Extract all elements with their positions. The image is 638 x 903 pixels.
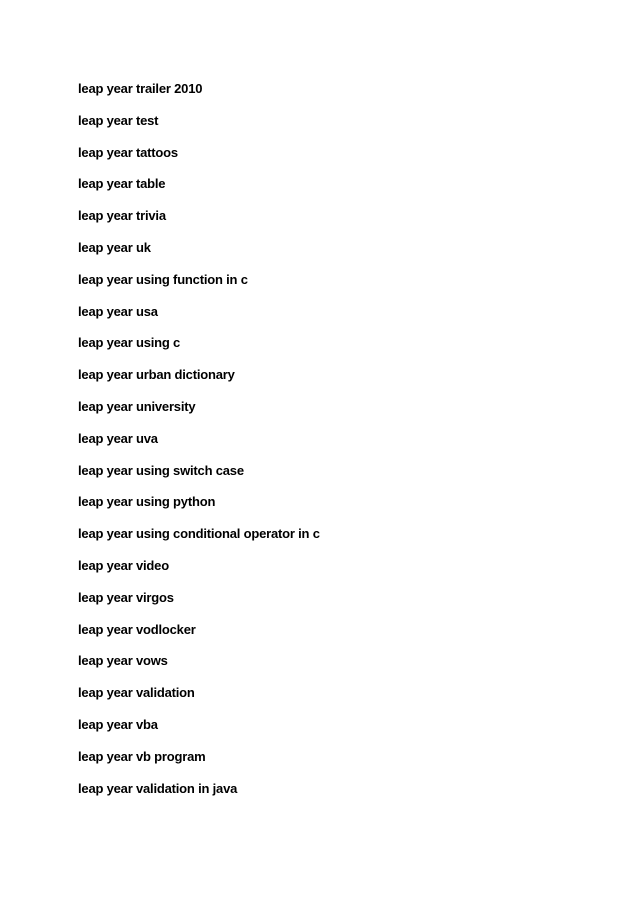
list-item: leap year vodlocker — [78, 621, 196, 637]
list-item: leap year vba — [78, 716, 158, 732]
list-item: leap year vb program — [78, 748, 206, 764]
list-item: leap year test — [78, 112, 159, 128]
list-item: leap year trivia — [78, 208, 166, 224]
list-item: leap year using function in c — [78, 271, 248, 287]
list-item: leap year table — [78, 176, 166, 192]
list-item: leap year trailer 2010 — [78, 81, 203, 96]
list-item: leap year urban dictionary — [78, 367, 235, 383]
list-item: leap year using conditional operator in c — [78, 526, 320, 542]
list-item: leap year using switch case — [78, 462, 244, 478]
list-item: leap year virgos — [78, 589, 174, 605]
list-item: leap year using c — [78, 335, 181, 351]
list-item: leap year uk — [78, 239, 151, 255]
keyword-list — [78, 79, 320, 810]
list-item: leap year video — [78, 557, 169, 573]
list-item: leap year uva — [78, 430, 158, 446]
list-item: leap year validation — [78, 685, 195, 701]
list-item: leap year university — [78, 398, 196, 414]
list-item: leap year using python — [78, 494, 216, 510]
list-item: leap year tattoos — [78, 144, 178, 160]
list-item: leap year validation in java — [78, 780, 238, 796]
list-item: leap year usa — [78, 303, 158, 319]
list-item: leap year vows — [78, 653, 168, 669]
